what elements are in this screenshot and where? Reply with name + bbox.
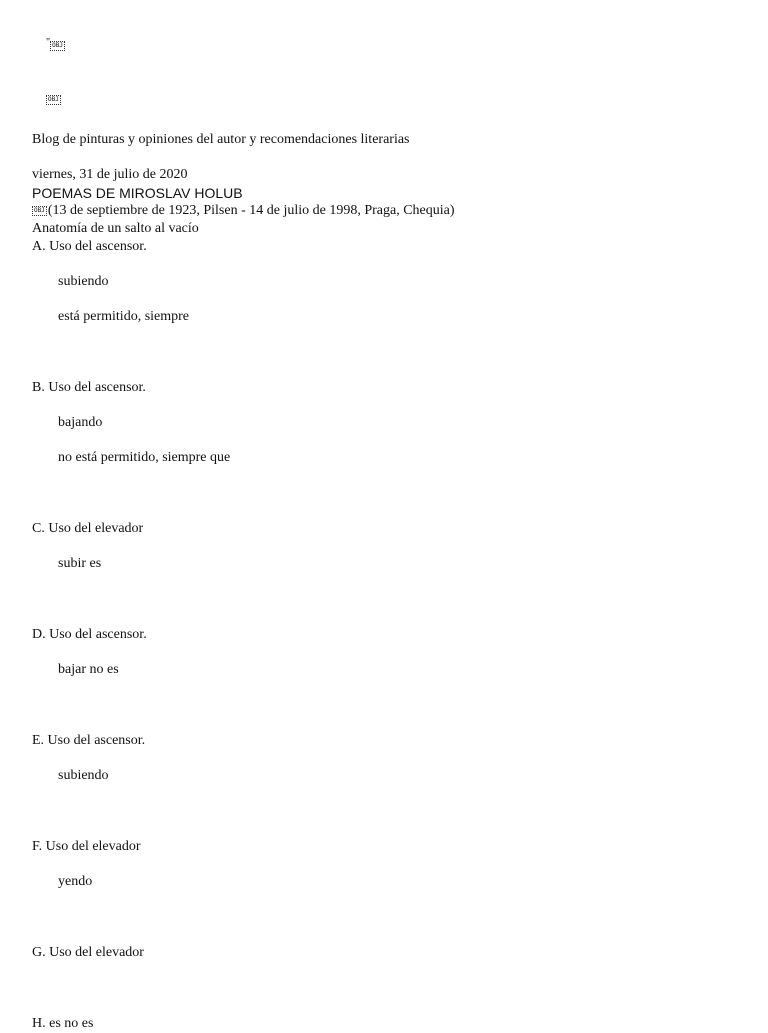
- section-line: subiendo: [58, 274, 109, 289]
- poem-sections: [32, 238, 732, 1033]
- poem-title: Anatomía de un salto al vacío: [32, 221, 199, 236]
- section-heading: E. Uso del ascensor.: [32, 733, 146, 748]
- object-placeholder-row-1: [32, 16, 732, 73]
- section-line: subir es: [58, 556, 102, 571]
- section-line: está permitido, siempre: [58, 309, 190, 324]
- section-line: subiendo: [58, 768, 109, 783]
- post-subtitle-row: [32, 202, 732, 220]
- object-placeholder-row-2: [32, 73, 732, 127]
- poem-section: [32, 379, 732, 467]
- section-line: bajar no es: [58, 662, 119, 677]
- post-date: viernes, 31 de julio de 2020: [32, 167, 188, 182]
- poem-section: [32, 944, 732, 962]
- object-placeholder-icon: OBJ: [34, 207, 45, 214]
- poem-section: [32, 520, 732, 573]
- poem-section: [32, 626, 732, 679]
- object-placeholder-icon: OBJ: [52, 42, 63, 49]
- section-heading: C. Uso del elevador: [32, 521, 144, 536]
- poem-section: [32, 238, 732, 326]
- poem-section: [32, 1015, 732, 1033]
- section-heading: A. Uso del ascensor.: [32, 239, 147, 254]
- document-page: [32, 16, 732, 1033]
- poem-section: [32, 732, 732, 785]
- section-line: bajando: [58, 415, 103, 430]
- section-heading: B. Uso del ascensor.: [32, 380, 146, 395]
- quote-mark: ": [46, 37, 51, 48]
- object-placeholder-icon: OBJ: [48, 96, 59, 103]
- section-line: yendo: [58, 874, 93, 889]
- section-heading: H. es no es: [32, 1016, 94, 1031]
- section-heading: F. Uso del elevador: [32, 839, 141, 854]
- section-line: no está permitido, siempre que: [58, 450, 231, 465]
- blog-title: Blog de pinturas y opiniones del autor y recomendaciones literarias: [32, 132, 410, 147]
- post-subtitle: (13 de septiembre de 1923, Pilsen - 14 de julio de 1998, Praga, Chequia): [47, 203, 455, 218]
- poem-section: [32, 838, 732, 891]
- section-heading: G. Uso del elevador: [32, 945, 144, 960]
- post-title: POEMAS DE MIROSLAV HOLUB: [32, 185, 243, 201]
- section-heading: D. Uso del ascensor.: [32, 627, 147, 642]
